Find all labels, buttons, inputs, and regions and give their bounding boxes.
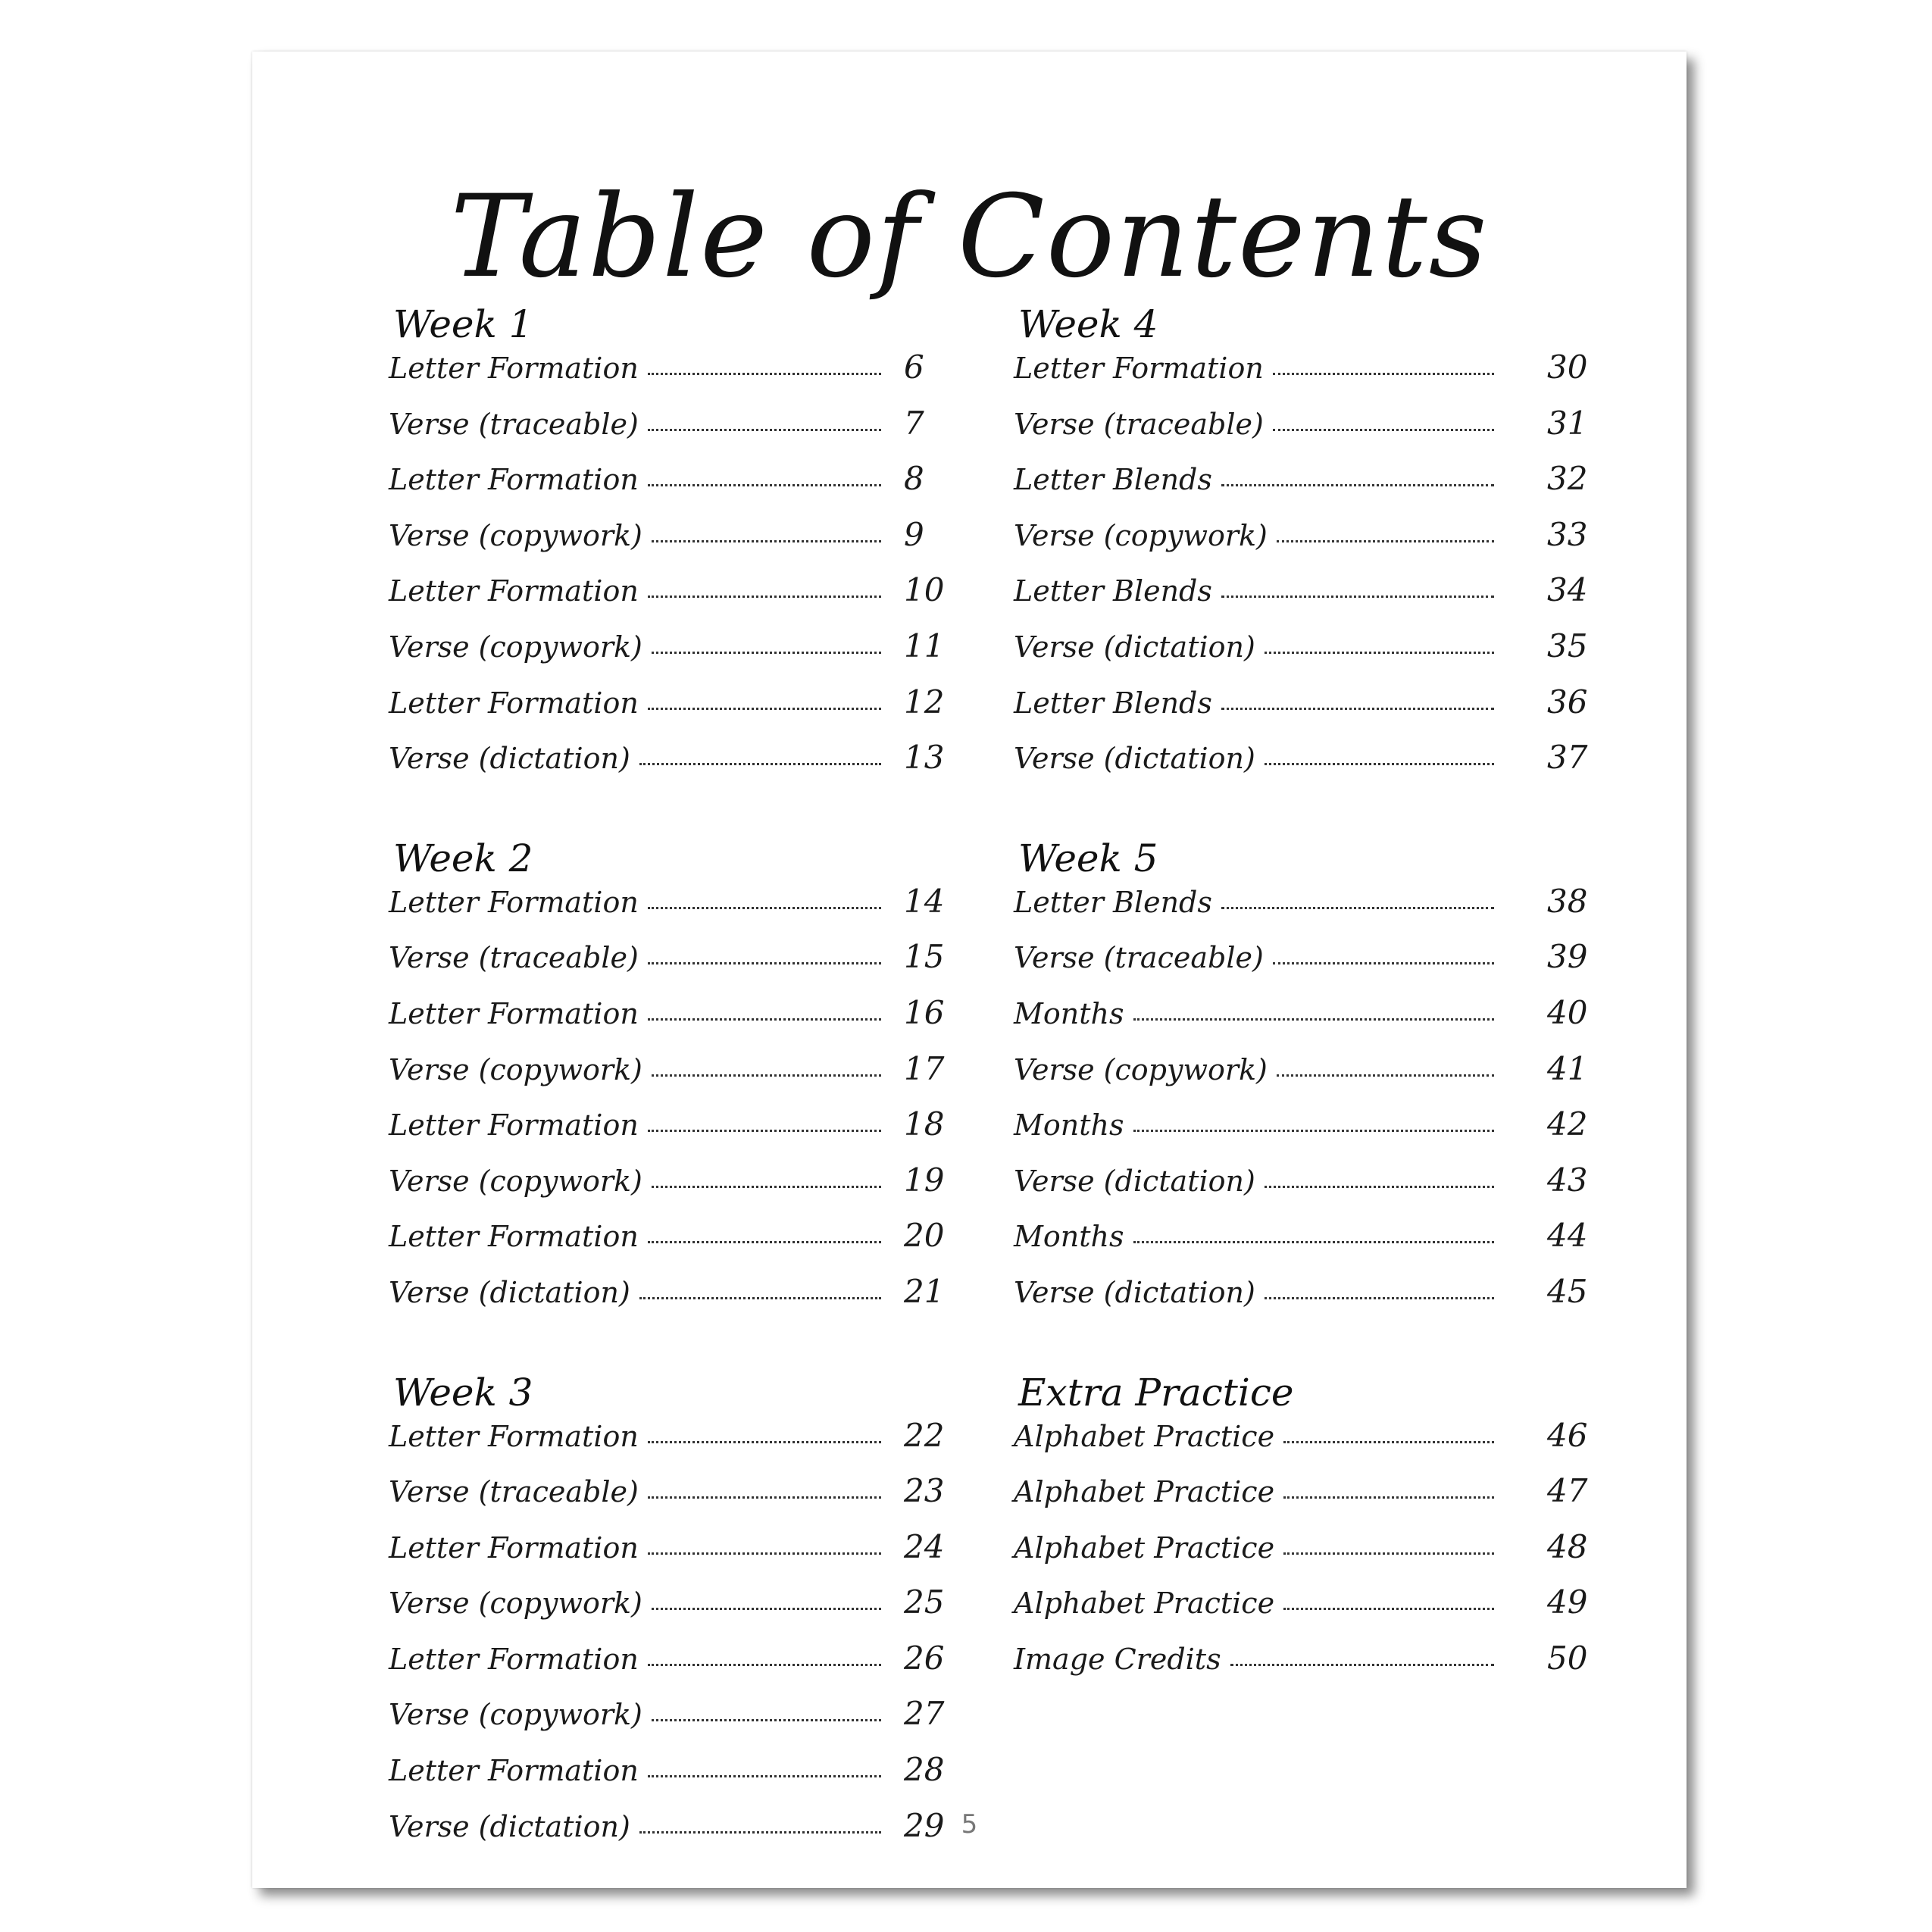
section-gap <box>389 1329 949 1370</box>
toc-entry[interactable] <box>1014 994 1597 1050</box>
toc-entry[interactable] <box>1014 1161 1597 1218</box>
entry-page-number: 13 <box>904 739 945 777</box>
dot-leader <box>1265 1186 1494 1188</box>
entry-page-number: 39 <box>1547 938 1588 976</box>
entry-label: Letter Formation <box>1014 352 1264 385</box>
entry-page-number: 34 <box>1547 571 1588 609</box>
dot-leader <box>652 1608 881 1610</box>
entry-page-number: 15 <box>904 938 945 976</box>
entry-label: Letter Formation <box>389 463 639 497</box>
dot-leader <box>648 962 881 964</box>
entry-label: Letter Formation <box>389 1530 639 1565</box>
toc-entry[interactable] <box>1014 1472 1597 1528</box>
entry-page-number: 8 <box>904 460 924 498</box>
page-title: Table of Contents <box>450 171 1489 303</box>
entry-label: Verse (dictation) <box>1014 1275 1255 1309</box>
dot-leader <box>648 1018 881 1021</box>
toc-entry[interactable] <box>1014 883 1597 939</box>
entry-label: Months <box>1014 1220 1124 1254</box>
dot-leader <box>1273 429 1494 431</box>
entry-label: Verse (traceable) <box>1014 407 1264 441</box>
entry-page-number: 25 <box>904 1583 945 1621</box>
toc-entry[interactable] <box>1014 1050 1597 1106</box>
toc-entry[interactable] <box>1014 349 1597 405</box>
entry-page-number: 36 <box>1547 683 1588 721</box>
toc-entry[interactable] <box>389 1105 949 1161</box>
toc-entry[interactable] <box>389 405 949 461</box>
dot-leader <box>1277 540 1494 542</box>
section-gap <box>1014 1329 1597 1370</box>
toc-entry[interactable] <box>389 683 949 739</box>
entry-page-number: 40 <box>1547 993 1588 1031</box>
entry-page-number: 37 <box>1547 739 1588 777</box>
section-heading: Week 4 <box>1018 302 1158 346</box>
entry-page-number: 49 <box>1547 1583 1588 1621</box>
dot-leader <box>1265 1297 1494 1299</box>
section-gap <box>1014 795 1597 836</box>
entry-label: Verse (copywork) <box>389 1052 642 1086</box>
entry-page-number: 23 <box>904 1472 945 1510</box>
toc-entry[interactable] <box>389 1695 949 1751</box>
entry-label: Verse (dictation) <box>389 742 630 776</box>
entry-label: Alphabet Practice <box>1014 1530 1275 1565</box>
entry-label: Letter Blends <box>1014 574 1212 608</box>
dot-leader <box>639 763 881 765</box>
toc-entry[interactable] <box>1014 1640 1597 1696</box>
entry-label: Verse (copywork) <box>389 1698 642 1732</box>
entry-label: Letter Formation <box>389 996 639 1030</box>
dot-leader <box>1283 1496 1494 1499</box>
dot-leader <box>1221 907 1494 909</box>
entry-page-number: 18 <box>904 1105 945 1143</box>
toc-entry[interactable] <box>1014 516 1597 572</box>
toc-entry[interactable] <box>1014 1417 1597 1473</box>
dot-leader <box>648 484 881 486</box>
section-gap <box>389 795 949 836</box>
entry-page-number: 26 <box>904 1639 945 1677</box>
entry-label: Letter Blends <box>1014 686 1212 720</box>
entry-page-number: 7 <box>904 404 924 442</box>
dot-leader <box>648 1441 881 1443</box>
entry-label: Verse (copywork) <box>389 630 642 664</box>
toc-entry[interactable] <box>389 1528 949 1584</box>
dot-leader <box>648 429 881 431</box>
dot-leader <box>1277 1074 1494 1077</box>
toc-entry[interactable] <box>389 1472 949 1528</box>
entry-label: Letter Formation <box>389 1754 639 1788</box>
toc-entry[interactable] <box>389 349 949 405</box>
toc-entry[interactable] <box>1014 571 1597 627</box>
dot-leader <box>1221 708 1494 710</box>
toc-entry[interactable] <box>1014 683 1597 739</box>
toc-section <box>389 836 949 1329</box>
dot-leader <box>648 596 881 598</box>
entry-label: Letter Formation <box>389 1220 639 1254</box>
toc-left-column <box>389 302 949 1862</box>
entry-page-number: 46 <box>1547 1416 1588 1454</box>
entry-page-number: 14 <box>904 882 945 920</box>
dot-leader <box>652 652 881 654</box>
dot-leader <box>1283 1552 1494 1555</box>
toc-section <box>1014 302 1597 795</box>
entry-list <box>389 883 949 1329</box>
toc-section <box>389 302 949 795</box>
entry-label: Verse (traceable) <box>1014 941 1264 975</box>
toc-entry[interactable] <box>389 460 949 516</box>
toc-entry[interactable] <box>389 1751 949 1807</box>
section-heading: Week 3 <box>393 1370 533 1415</box>
toc-entry[interactable] <box>1014 1273 1597 1329</box>
entry-label: Image Credits <box>1014 1642 1221 1676</box>
entry-label: Letter Formation <box>389 686 639 720</box>
dot-leader <box>648 1496 881 1499</box>
entry-page-number: 38 <box>1547 882 1588 920</box>
entry-label: Alphabet Practice <box>1014 1475 1275 1509</box>
toc-entry[interactable] <box>389 1161 949 1218</box>
entry-page-number: 31 <box>1547 404 1588 442</box>
toc-entry[interactable] <box>389 1640 949 1696</box>
entry-page-number: 11 <box>904 627 945 664</box>
dot-leader <box>648 1775 881 1777</box>
toc-entry[interactable] <box>389 938 949 994</box>
entry-list <box>1014 883 1597 1329</box>
entry-page-number: 35 <box>1547 627 1588 664</box>
entry-label: Letter Formation <box>389 1108 639 1143</box>
entry-page-number: 12 <box>904 683 945 721</box>
entry-page-number: 24 <box>904 1527 945 1565</box>
entry-page-number: 44 <box>1547 1217 1588 1255</box>
entry-label: Verse (dictation) <box>389 1275 630 1309</box>
entry-label: Letter Blends <box>1014 463 1212 497</box>
toc-entry[interactable] <box>389 571 949 627</box>
dot-leader <box>648 1664 881 1666</box>
dot-leader <box>1273 373 1494 375</box>
toc-entry[interactable] <box>1014 739 1597 795</box>
toc-entry[interactable] <box>389 516 949 572</box>
toc-entry[interactable] <box>389 883 949 939</box>
entry-page-number: 19 <box>904 1161 945 1199</box>
entry-label: Verse (copywork) <box>389 1164 642 1198</box>
dot-leader <box>1265 652 1494 654</box>
entry-label: Letter Formation <box>389 885 639 919</box>
entry-page-number: 17 <box>904 1049 945 1087</box>
entry-label: Letter Formation <box>389 1419 639 1453</box>
entry-page-number: 22 <box>904 1416 945 1454</box>
entry-label: Verse (dictation) <box>1014 1164 1255 1198</box>
entry-page-number: 20 <box>904 1217 945 1255</box>
dot-leader <box>1221 596 1494 598</box>
toc-section <box>1014 836 1597 1329</box>
entry-label: Verse (copywork) <box>389 1587 642 1621</box>
entry-label: Letter Formation <box>389 574 639 608</box>
entry-label: Verse (traceable) <box>389 407 639 441</box>
toc-entry[interactable] <box>389 1417 949 1473</box>
entry-list <box>1014 349 1597 795</box>
entry-label: Alphabet Practice <box>1014 1587 1275 1621</box>
entry-label: Verse (copywork) <box>1014 518 1268 552</box>
entry-page-number: 47 <box>1547 1472 1588 1510</box>
dot-leader <box>1133 1018 1494 1021</box>
toc-entry[interactable] <box>389 994 949 1050</box>
entry-label: Verse (traceable) <box>389 1475 639 1509</box>
entry-label: Alphabet Practice <box>1014 1419 1275 1453</box>
toc-entry[interactable] <box>1014 405 1597 461</box>
entry-page-number: 16 <box>904 993 945 1031</box>
dot-leader <box>1265 763 1494 765</box>
entry-page-number: 45 <box>1547 1272 1588 1310</box>
entry-page-number: 50 <box>1547 1639 1588 1677</box>
toc-entry[interactable] <box>389 1217 949 1273</box>
toc-entry[interactable] <box>389 739 949 795</box>
toc-section <box>389 1370 949 1863</box>
toc-entry[interactable] <box>389 1583 949 1640</box>
section-heading: Extra Practice <box>1018 1370 1294 1415</box>
toc-entry[interactable] <box>1014 1217 1597 1273</box>
entry-label: Months <box>1014 996 1124 1030</box>
dot-leader <box>1133 1241 1494 1243</box>
section-heading: Week 1 <box>393 302 533 346</box>
entry-label: Verse (traceable) <box>389 941 639 975</box>
toc-entry[interactable] <box>389 1050 949 1106</box>
entry-page-number: 27 <box>904 1695 945 1733</box>
dot-leader <box>652 1186 881 1188</box>
entry-label: Verse (dictation) <box>1014 742 1255 776</box>
dot-leader <box>639 1297 881 1299</box>
entry-label: Months <box>1014 1108 1124 1143</box>
entry-page-number: 10 <box>904 571 945 609</box>
entry-label: Verse (copywork) <box>1014 1052 1268 1086</box>
entry-label: Verse (dictation) <box>389 1809 630 1843</box>
dot-leader <box>648 1130 881 1132</box>
dot-leader <box>1283 1441 1494 1443</box>
entry-label: Letter Formation <box>389 1642 639 1676</box>
section-heading: Week 2 <box>393 836 533 880</box>
entry-page-number: 28 <box>904 1751 945 1789</box>
page-number: 5 <box>961 1809 978 1840</box>
entry-page-number: 48 <box>1547 1527 1588 1565</box>
toc-entry[interactable] <box>389 627 949 683</box>
entry-list <box>389 349 949 795</box>
dot-leader <box>1230 1664 1494 1666</box>
entry-label: Letter Formation <box>389 352 639 385</box>
entry-page-number: 43 <box>1547 1161 1588 1199</box>
toc-entry[interactable] <box>1014 1583 1597 1640</box>
dot-leader <box>1273 962 1494 964</box>
entry-page-number: 41 <box>1547 1049 1588 1087</box>
entry-page-number: 33 <box>1547 515 1588 553</box>
toc-section <box>1014 1370 1597 1696</box>
entry-list <box>1014 1417 1597 1696</box>
entry-page-number: 42 <box>1547 1105 1588 1143</box>
entry-page-number: 32 <box>1547 460 1588 498</box>
entry-page-number: 6 <box>904 349 924 386</box>
dot-leader <box>1283 1608 1494 1610</box>
entry-list <box>389 1417 949 1863</box>
entry-page-number: 29 <box>904 1806 945 1844</box>
section-heading: Week 5 <box>1018 836 1158 880</box>
entry-label: Letter Blends <box>1014 885 1212 919</box>
dot-leader <box>648 1552 881 1555</box>
dot-leader <box>1133 1130 1494 1132</box>
dot-leader <box>1221 484 1494 486</box>
toc-entry[interactable] <box>1014 938 1597 994</box>
dot-leader <box>648 373 881 375</box>
toc-entry[interactable] <box>1014 1105 1597 1161</box>
dot-leader <box>648 1241 881 1243</box>
toc-entry[interactable] <box>1014 460 1597 516</box>
dot-leader <box>648 907 881 909</box>
entry-page-number: 30 <box>1547 349 1588 386</box>
entry-label: Verse (copywork) <box>389 518 642 552</box>
entry-label: Verse (dictation) <box>1014 630 1255 664</box>
toc-entry[interactable] <box>1014 627 1597 683</box>
dot-leader <box>652 1074 881 1077</box>
dot-leader <box>648 708 881 710</box>
toc-right-column <box>1014 302 1597 1695</box>
dot-leader <box>652 540 881 542</box>
toc-entry[interactable] <box>389 1273 949 1329</box>
dot-leader <box>652 1719 881 1721</box>
entry-page-number: 9 <box>904 515 924 553</box>
entry-page-number: 21 <box>904 1272 945 1310</box>
document-page <box>252 52 1687 1888</box>
toc-entry[interactable] <box>1014 1528 1597 1584</box>
